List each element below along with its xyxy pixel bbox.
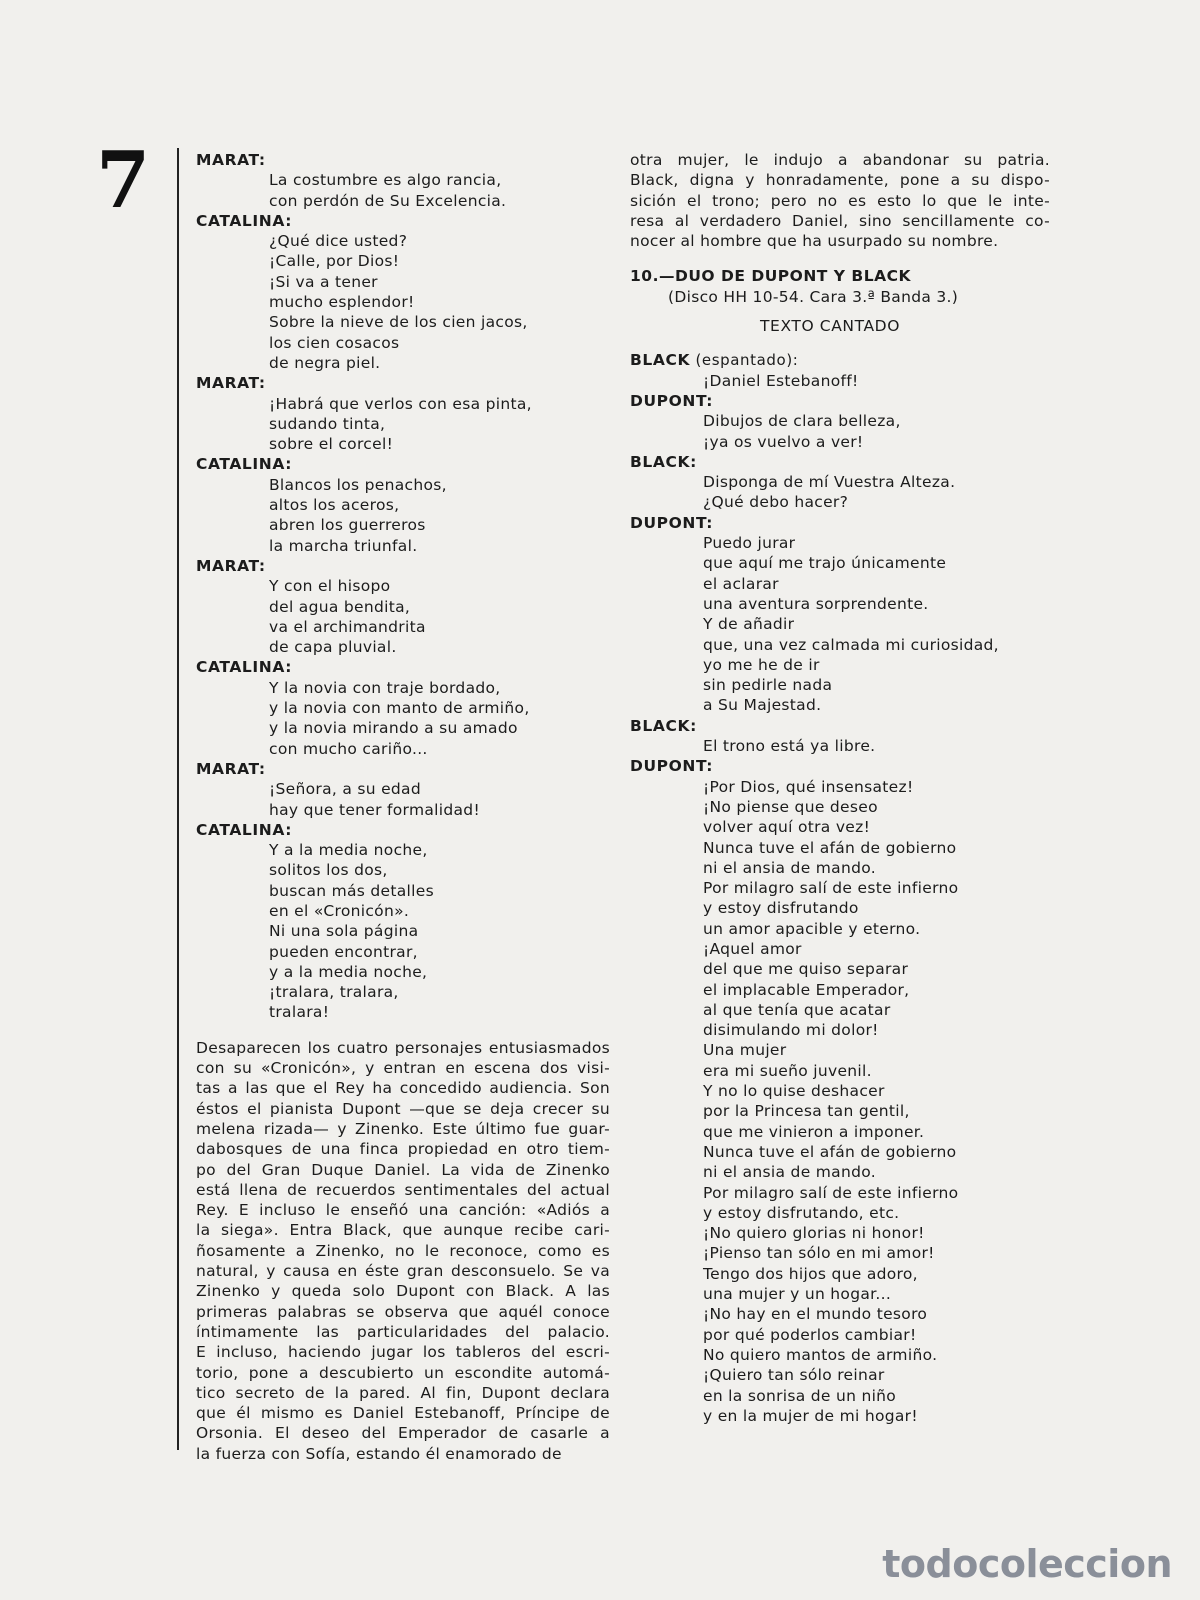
speaker-name — [196, 759, 610, 779]
page-number: 7 — [96, 135, 151, 226]
verse-line: ¡Señora, a su edad — [269, 780, 421, 799]
verse-line: pueden encontrar, — [269, 942, 418, 961]
verse-line: que, una vez calmada mi curiosidad, — [703, 635, 999, 654]
verse-line: ¿Qué debo hacer? — [703, 493, 849, 512]
verse-line: ni el ansia de mando. — [703, 1163, 876, 1182]
verse-line: va el archimandrita — [269, 617, 426, 636]
verse-line: por qué poderlos cambiar! — [703, 1325, 917, 1344]
verse-line: yo me he de ir — [703, 655, 820, 674]
stage-direction: (espantado): — [690, 351, 799, 370]
verse-line: Puedo jurar — [703, 534, 796, 553]
speaker-label: DUPONT: — [630, 391, 714, 410]
speaker-label: MARAT: — [196, 374, 266, 393]
verse-line: Una mujer — [703, 1041, 787, 1060]
prose-line: otra mujer, le indujo a abandonar su patria. — [630, 151, 1050, 169]
verse-line: en el «Cronicón». — [269, 901, 410, 920]
verse-line: los cien cosacos — [269, 333, 400, 352]
verse-line: ¡Si va a tener — [269, 272, 378, 291]
verse-line: una mujer y un hogar... — [703, 1285, 892, 1304]
verse-line: Sobre la nieve de los cien jacos, — [269, 313, 528, 332]
prose-line: la fuerza con Sofía, estando él enamorado de — [196, 1444, 562, 1463]
prose-line: nocer al hombre que ha usurpado su nombre. — [630, 232, 999, 251]
verse-line: el implacable Emperador, — [703, 980, 910, 999]
verse-line: con mucho cariño... — [269, 739, 428, 758]
speaker-label: CATALINA: — [196, 820, 293, 839]
prose-line: Orsonia. El deseo del Emperador de casarle a — [196, 1424, 610, 1443]
verse-line: que me vinieron a imponer. — [703, 1122, 925, 1141]
prose-line: tico secreto de la pared. Al fin, Dupont declara — [196, 1383, 610, 1402]
verse-line: ¿Qué dice usted? — [269, 232, 408, 251]
prose-line: po del Gran Duque Daniel. La vida de Zinenko — [196, 1160, 610, 1179]
verse-line: ¡Por Dios, qué insensatez! — [703, 777, 914, 796]
verse-line: disimulando mi dolor! — [703, 1021, 879, 1040]
verse-line: del agua bendita, — [269, 597, 411, 616]
speaker-name — [196, 657, 610, 677]
speaker-label: BLACK: — [630, 452, 697, 471]
prose-line: natural, y causa en éste gran desconsuelo. Se va — [196, 1262, 610, 1281]
left-prose — [196, 1038, 610, 1464]
verse-line: que aquí me trajo únicamente — [703, 554, 947, 573]
verse-line: sobre el corcel! — [269, 435, 394, 454]
prose-line: dabosques de una finca propiedad en otro tiem- — [196, 1140, 610, 1159]
verse-line: buscan más detalles — [269, 881, 434, 900]
prose-line: la siega». Entra Black, que aunque recibe cari- — [196, 1221, 610, 1240]
left-dialogue — [196, 150, 610, 1023]
verse-line: con perdón de Su Excelencia. — [269, 191, 507, 210]
verse-line: de negra piel. — [269, 353, 381, 372]
right-column — [630, 150, 1050, 1426]
verse-line: un amor apacible y eterno. — [703, 919, 921, 938]
speaker-name — [630, 513, 1050, 533]
prose-line: Black, digna y honradamente, pone a su dispo- — [630, 171, 1050, 190]
verse-line: del que me quiso separar — [703, 960, 909, 979]
verse-line: Blancos los penachos, — [269, 475, 447, 494]
vertical-rule — [177, 148, 179, 1450]
verse-line: mucho esplendor! — [269, 293, 415, 312]
verse-line: El trono está ya libre. — [703, 737, 876, 756]
speaker-label: BLACK: — [630, 716, 697, 735]
verse-line: y la novia mirando a su amado — [269, 719, 518, 738]
verse-line: volver aquí otra vez! — [703, 818, 871, 837]
prose-line: primeras palabras se observa que aquél conoce — [196, 1302, 610, 1321]
speaker-name — [196, 211, 610, 231]
prose-line: tas a las que el Rey ha concedido audiencia. Son — [196, 1079, 610, 1098]
watermark-logo: todocoleccion — [882, 1542, 1172, 1586]
verse-line: y a la media noche, — [269, 962, 428, 981]
verse-line: ¡No quiero glorias ni honor! — [703, 1224, 925, 1243]
prose-line: Desaparecen los cuatro personajes entusiasmados — [196, 1038, 610, 1057]
verse-line: Disponga de mí Vuestra Alteza. — [703, 473, 956, 492]
verse-line: sudando tinta, — [269, 414, 386, 433]
speaker-label: MARAT: — [196, 759, 266, 778]
verse-line: Y a la media noche, — [269, 841, 428, 860]
verse-line: y estoy disfrutando, etc. — [703, 1203, 900, 1222]
right-prose — [630, 150, 1050, 251]
prose-line: melena rizada— y Zinenko. Este último fue guar- — [196, 1119, 610, 1138]
prose-line: que él mismo es Daniel Estebanoff, Príncipe de — [196, 1404, 610, 1423]
verse-line: No quiero mantos de armiño. — [703, 1345, 938, 1364]
prose-line: torio, pone a descubierto un escondite automá- — [196, 1363, 610, 1382]
song-title: 10.—DUO DE DUPONT Y BLACK — [630, 267, 911, 286]
verse-line: ¡No hay en el mundo tesoro — [703, 1305, 928, 1324]
verse-line: era mi sueño juvenil. — [703, 1061, 872, 1080]
speaker-label: BLACK — [630, 351, 691, 370]
verse-line: por la Princesa tan gentil, — [703, 1102, 910, 1121]
prose-line: está llena de recuerdos sentimentales del actual — [196, 1180, 610, 1199]
prose-line: sición el trono; pero no es esto lo que le inte- — [630, 191, 1050, 210]
right-dialogue — [630, 350, 1050, 1426]
verse-line: tralara! — [269, 1003, 330, 1022]
verse-line: abren los guerreros — [269, 516, 426, 535]
verse-line: Y de añadir — [703, 615, 795, 634]
verse-line: ¡Habrá que verlos con esa pinta, — [269, 394, 532, 413]
verse-line: ¡No piense que deseo — [703, 797, 878, 816]
speaker-label: DUPONT: — [630, 757, 714, 776]
verse-line: a Su Majestad. — [703, 696, 822, 715]
section-gap — [196, 1023, 610, 1038]
verse-line: Nunca tuve el afán de gobierno — [703, 1142, 957, 1161]
verse-line: ¡Pienso tan sólo en mi amor! — [703, 1244, 935, 1263]
prose-line: Rey. E incluso le enseñó una canción: «Adiós a — [196, 1201, 610, 1220]
speaker-name — [196, 150, 610, 170]
verse-line: La costumbre es algo rancia, — [269, 171, 502, 190]
speaker-label: CATALINA: — [196, 211, 293, 230]
speaker-name — [630, 350, 1050, 370]
verse-line: el aclarar — [703, 574, 779, 593]
verse-line: y la novia con manto de armiño, — [269, 699, 530, 718]
speaker-label: CATALINA: — [196, 455, 293, 474]
speaker-label: CATALINA: — [196, 658, 293, 677]
verse-line: Tengo dos hijos que adoro, — [703, 1264, 918, 1283]
verse-line: Por milagro salí de este infierno — [703, 879, 959, 898]
prose-line: con su «Cronicón», y entran en escena dos visi- — [196, 1059, 610, 1078]
verse-line: ni el ansia de mando. — [703, 858, 876, 877]
speaker-name — [630, 756, 1050, 776]
verse-line: y estoy disfrutando — [703, 899, 859, 918]
verse-line: solitos los dos, — [269, 861, 388, 880]
sung-text-label: TEXTO CANTADO — [759, 317, 901, 336]
verse-line: hay que tener formalidad! — [269, 800, 480, 819]
speaker-name — [196, 373, 610, 393]
speaker-label: DUPONT: — [630, 513, 714, 532]
section-gap — [630, 251, 1050, 266]
prose-line: ñosamente a Zinenko, no le reconoce, como es — [196, 1241, 610, 1260]
speaker-name — [196, 820, 610, 840]
verse-line: ¡ya os vuelvo a ver! — [703, 432, 864, 451]
verse-line: ¡Daniel Estebanoff! — [703, 371, 859, 390]
verse-line: y en la mujer de mi hogar! — [703, 1406, 918, 1425]
prose-line: E incluso, haciendo jugar los tableros del escri- — [196, 1343, 610, 1362]
prose-line: Zinenko y queda solo Dupont con Black. A las — [196, 1282, 610, 1301]
verse-line: Y con el hisopo — [269, 577, 391, 596]
verse-line: ¡Quiero tan sólo reinar — [703, 1366, 885, 1385]
speaker-name — [630, 391, 1050, 411]
verse-line: Por milagro salí de este infierno — [703, 1183, 959, 1202]
verse-line: Y no lo quise deshacer — [703, 1082, 885, 1101]
verse-line: al que tenía que acatar — [703, 1000, 891, 1019]
verse-line: altos los aceros, — [269, 496, 400, 515]
speaker-label: MARAT: — [196, 151, 266, 169]
left-column — [196, 150, 610, 1464]
prose-line: íntimamente las particularidades del palacio. — [196, 1322, 610, 1341]
disc-info: (Disco HH 10-54. Cara 3.ª Banda 3.) — [668, 287, 959, 306]
verse-line: Dibujos de clara belleza, — [703, 412, 901, 431]
verse-line: la marcha triunfal. — [269, 536, 418, 555]
speaker-label: MARAT: — [196, 556, 266, 575]
verse-line: sin pedirle nada — [703, 676, 833, 695]
speaker-name — [630, 716, 1050, 736]
speaker-name — [196, 556, 610, 576]
verse-line: de capa pluvial. — [269, 638, 397, 657]
verse-line: ¡Aquel amor — [703, 939, 802, 958]
verse-line: Nunca tuve el afán de gobierno — [703, 838, 957, 857]
prose-line: éstos el pianista Dupont —que se deja crecer su — [196, 1099, 610, 1118]
speaker-name — [196, 454, 610, 474]
prose-line: resa al verdadero Daniel, sino sencillamente co- — [630, 211, 1050, 230]
speaker-name — [630, 452, 1050, 472]
verse-line: Y la novia con traje bordado, — [269, 678, 501, 697]
verse-line: ¡Calle, por Dios! — [269, 252, 400, 271]
verse-line: una aventura sorprendente. — [703, 594, 929, 613]
verse-line: Ni una sola página — [269, 922, 419, 941]
verse-line: en la sonrisa de un niño — [703, 1386, 897, 1405]
verse-line: ¡tralara, tralara, — [269, 983, 399, 1002]
